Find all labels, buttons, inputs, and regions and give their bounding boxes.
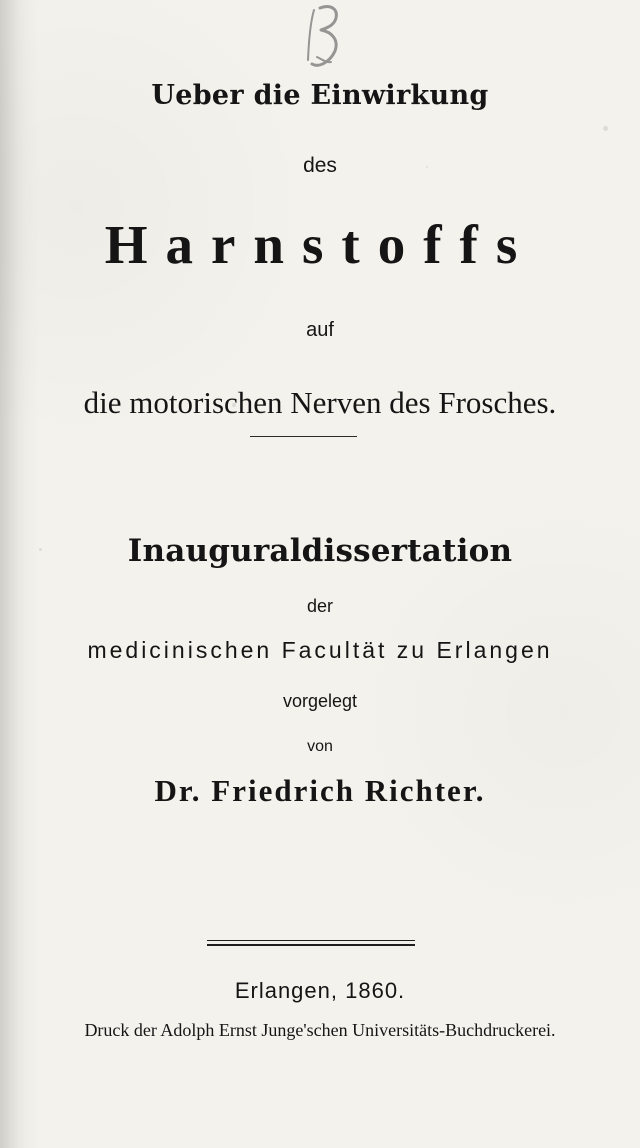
printer-line: Druck der Adolph Ernst Junge'schen Universitäts-Buchdruckerei. [84,1020,556,1040]
author-line: Dr. Friedrich Richter. [154,773,486,808]
main-title: Harnstoffs [104,214,536,275]
title-line-1: Ueber die Einwirkung [151,80,489,111]
paper-spot [426,166,428,168]
place-year: Erlangen, 1860. [234,978,406,1003]
dissertation-line-2: der [306,596,333,616]
footer-rule-bottom [207,944,415,946]
paper-spot [39,548,42,551]
title-line-2: des [303,154,337,177]
dissertation-line-3: medicinischen Facultät zu Erlangen [87,637,553,663]
dissertation-line-4: vorgelegt [282,691,358,711]
dissertation-title: Inauguraldissertation [127,533,513,569]
title-line-4: auf [306,319,334,341]
handwritten-mark-icon [286,2,356,80]
footer-rule-top [207,940,415,941]
paper-spot [603,126,608,131]
paper-spot [232,403,236,407]
dissertation-line-5: von [307,738,333,755]
title-line-5: die motorischen Nerven des Frosches. [83,385,557,420]
section-divider [250,436,357,437]
